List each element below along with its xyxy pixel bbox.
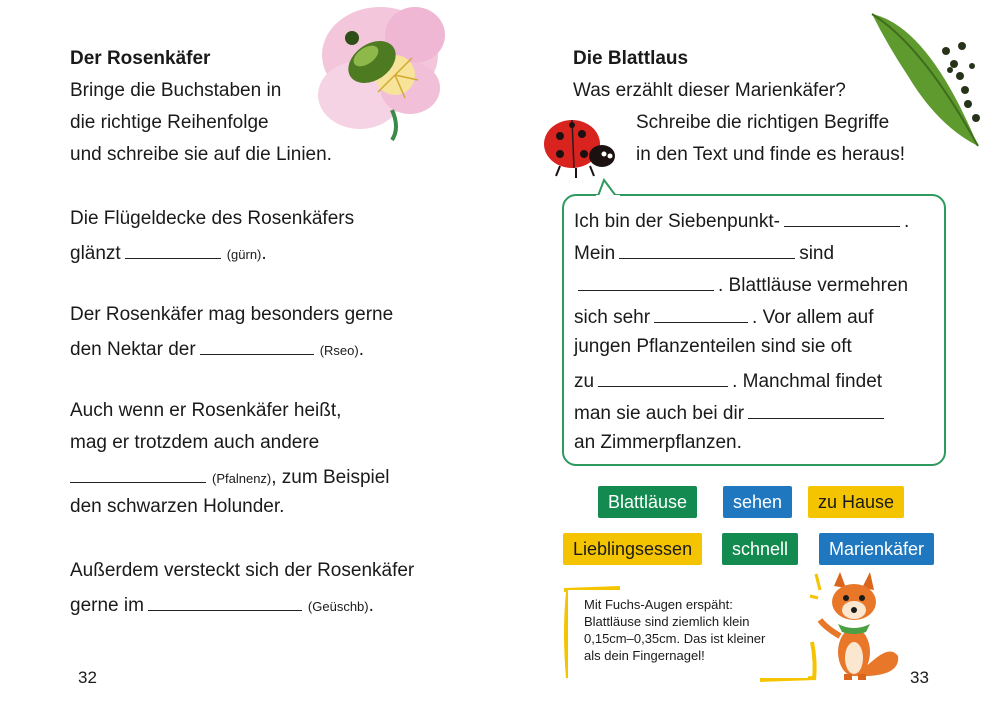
letter-hint: (Geüschb) bbox=[307, 599, 369, 614]
sentence-4b: gerne im (Geüschb). bbox=[70, 592, 374, 617]
answer-blank[interactable] bbox=[125, 240, 221, 259]
answer-blank[interactable] bbox=[148, 592, 302, 611]
intro-line-3: und schreibe sie auf die Linien. bbox=[70, 144, 332, 165]
intro-line-1: Was erzählt dieser Marienkäfer? bbox=[573, 80, 846, 101]
fox-eyes-note: Mit Fuchs-Augen erspäht: Blattläuse sind ziemlich klein 0,15cm–0,35cm. Das ist kleiner als dein Fingernagel! bbox=[568, 590, 808, 678]
answer-blank[interactable] bbox=[619, 240, 795, 259]
word-tag-sehen[interactable]: sehen bbox=[723, 486, 792, 518]
answer-blank[interactable] bbox=[598, 368, 728, 387]
answer-blank[interactable] bbox=[748, 400, 884, 419]
word-tag-schnell[interactable]: schnell bbox=[722, 533, 798, 565]
sentence-2a: Der Rosenkäfer mag besonders gerne bbox=[70, 304, 394, 325]
page-number: 32 bbox=[78, 668, 97, 687]
answer-blank[interactable] bbox=[784, 208, 900, 227]
sentence-3b: mag er trotzdem auch andere bbox=[70, 432, 320, 453]
page-title: Die Blattlaus bbox=[573, 48, 689, 69]
intro-line-1: Bringe die Buchstaben in bbox=[70, 80, 282, 101]
rose-beetle-illustration bbox=[300, 0, 450, 150]
word-tag-zu-hause[interactable]: zu Hause bbox=[808, 486, 904, 518]
ladybug-illustration bbox=[540, 110, 620, 182]
answer-blank[interactable] bbox=[200, 336, 314, 355]
bubble-line-8: an Zimmerpflanzen. bbox=[574, 432, 742, 453]
speech-bubble bbox=[562, 194, 946, 466]
sentence-3c: (Pfalnenz), zum Beispiel bbox=[70, 464, 390, 489]
bubble-line-2: Mein sind bbox=[574, 240, 834, 265]
answer-blank[interactable] bbox=[70, 464, 206, 483]
letter-hint: (Rseo) bbox=[319, 343, 359, 358]
letter-hint: (gürn) bbox=[226, 247, 262, 262]
page-title: Der Rosenkäfer bbox=[70, 48, 211, 69]
word-tag-blattlaeuse[interactable]: Blattläuse bbox=[598, 486, 697, 518]
sentence-1a: Die Flügeldecke des Rosenkäfers bbox=[70, 208, 355, 229]
fox-mascot-illustration bbox=[806, 566, 906, 684]
bubble-line-7: man sie auch bei dir bbox=[574, 400, 888, 425]
sentence-4a: Außerdem versteckt sich der Rosenkäfer bbox=[70, 560, 415, 581]
intro-line-2: Schreibe die richtigen Begriffe bbox=[636, 112, 890, 133]
word-tag-lieblingsessen[interactable]: Lieblingsessen bbox=[563, 533, 702, 565]
letter-hint: (Pfalnenz) bbox=[212, 471, 272, 486]
sentence-3a: Auch wenn er Rosenkäfer heißt, bbox=[70, 400, 342, 421]
answer-blank[interactable] bbox=[578, 272, 714, 291]
intro-line-3: in den Text und finde es heraus! bbox=[636, 144, 906, 165]
bubble-line-5: jungen Pflanzenteilen sind sie oft bbox=[574, 336, 852, 357]
bubble-line-4: sich sehr . Vor allem auf bbox=[574, 304, 873, 329]
speech-bubble-tail bbox=[594, 178, 624, 198]
bubble-line-3: . Blattläuse vermehren bbox=[574, 272, 908, 297]
intro-line-2: die richtige Reihenfolge bbox=[70, 112, 269, 133]
bubble-line-1: Ich bin der Siebenpunkt- . bbox=[574, 208, 909, 233]
sentence-1b: glänzt (gürn). bbox=[70, 240, 267, 265]
answer-blank[interactable] bbox=[654, 304, 748, 323]
word-tag-marienkaefer[interactable]: Marienkäfer bbox=[819, 533, 934, 565]
sentence-3d: den schwarzen Holunder. bbox=[70, 496, 285, 517]
bubble-line-6: zu . Manchmal findet bbox=[574, 368, 882, 393]
page-number: 33 bbox=[910, 668, 929, 687]
sentence-2b: den Nektar der (Rseo). bbox=[70, 336, 364, 361]
